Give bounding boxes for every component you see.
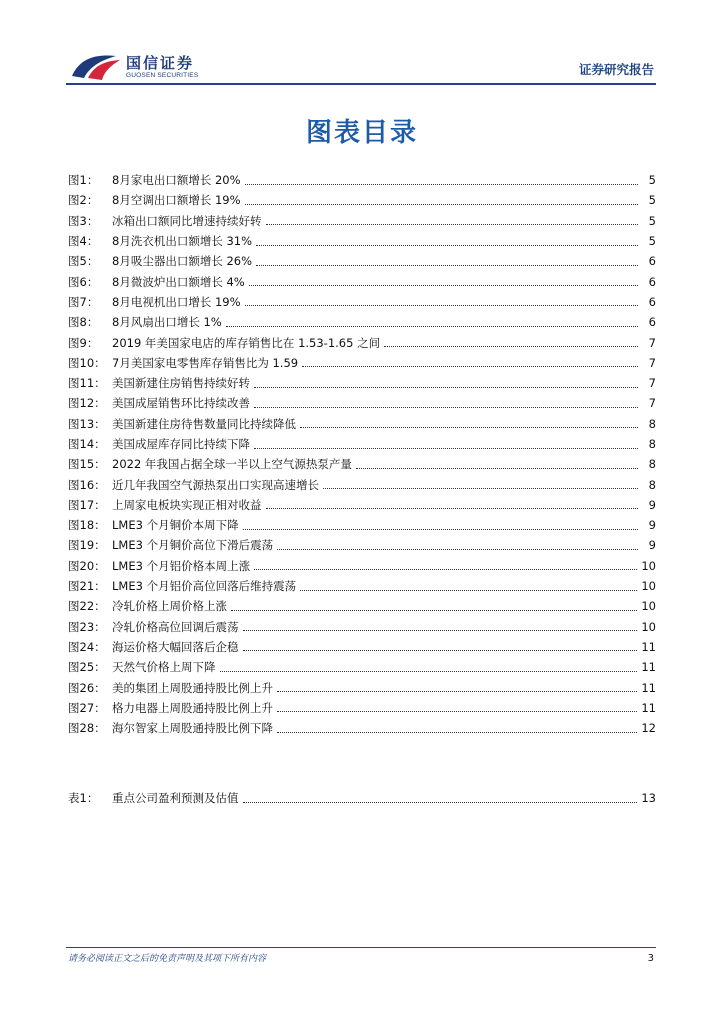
toc-entry-number: 图15： — [68, 457, 106, 472]
toc-entry-label — [68, 517, 239, 533]
toc-entry[interactable] — [68, 190, 656, 210]
toc-entry-text: LME3 个月铝价高位回落后维持震荡 — [112, 579, 297, 594]
toc-entry-page: 10 — [641, 599, 656, 614]
toc-entry-text: 美的集团上周股通持股比例上升 — [112, 680, 273, 695]
toc-leader-dots — [254, 387, 638, 388]
toc-entry-text: 美国新建住房销售持续好转 — [112, 376, 250, 391]
toc-entry-number: 图1： — [68, 173, 99, 188]
toc-entry-label — [68, 558, 250, 574]
toc-leader-dots — [249, 285, 638, 286]
toc-entry-label — [68, 213, 262, 229]
toc-leader-dots — [266, 224, 639, 225]
toc-entry-label — [68, 416, 296, 432]
toc-entry-page: 13 — [641, 791, 656, 806]
toc-entry-number: 图14： — [68, 437, 106, 451]
toc-entry-text: 2022 年我国占据全球一半以上空气源热泵产量 — [112, 457, 352, 472]
toc-entry-page: 9 — [648, 518, 656, 533]
toc-entry-page: 9 — [648, 538, 656, 553]
toc-entry-text: LME3 个月铜价高位下滑后震荡 — [112, 538, 274, 553]
toc-entry[interactable] — [68, 637, 656, 657]
toc-entry[interactable] — [68, 698, 656, 718]
toc-entry-number: 图6： — [68, 274, 99, 289]
toc-entry[interactable] — [68, 312, 656, 332]
toc-entry-label — [68, 720, 273, 736]
toc-entry-page: 5 — [648, 173, 656, 188]
logo-chinese-name: 国信证券 — [126, 54, 195, 72]
toc-leader-dots — [256, 245, 638, 246]
toc-entry[interactable] — [68, 231, 656, 251]
toc-entry-number: 图23： — [68, 619, 106, 634]
toc-entry-number: 图9： — [68, 335, 99, 350]
toc-leader-dots — [243, 802, 638, 803]
footer-disclaimer: 请务必阅读正文之后的免责声明及其项下所有内容 — [68, 954, 267, 964]
toc-entry-text: 美国新建住房待售数量同比持续降低 — [112, 416, 296, 431]
toc-entry-label — [68, 537, 273, 553]
toc-entry-label — [68, 790, 239, 806]
toc-entry[interactable] — [68, 788, 656, 808]
page-number: 3 — [647, 953, 654, 964]
toc-entry[interactable] — [68, 677, 656, 697]
toc-entry-number: 图21： — [68, 579, 106, 594]
toc-leader-dots — [245, 305, 638, 306]
toc-leader-dots — [256, 265, 638, 266]
toc-entry-label — [68, 659, 216, 675]
toc-entry-label — [68, 477, 319, 493]
toc-entry[interactable] — [68, 393, 656, 413]
toc-entry-label — [68, 497, 262, 513]
toc-entry-page: 5 — [648, 234, 656, 249]
toc-entry-text: 美国成屋库存同比持续下降 — [112, 437, 250, 451]
footer-divider — [66, 947, 656, 948]
toc-entry[interactable] — [68, 535, 656, 555]
toc-leader-dots — [243, 650, 638, 651]
toc-leader-dots — [302, 366, 638, 367]
guosen-logo-icon — [70, 52, 122, 82]
toc-entry-text: 8月微波炉出口额增长 4% — [112, 274, 245, 289]
toc-entry-number: 图19： — [68, 538, 106, 553]
toc-entry-text: 8月风扇出口增长 1% — [112, 315, 222, 330]
toc-entry-page: 5 — [648, 213, 656, 228]
toc-entry[interactable] — [68, 454, 656, 474]
toc-entry-page: 7 — [648, 355, 656, 370]
toc-entry[interactable] — [68, 332, 656, 352]
toc-entry[interactable] — [68, 474, 656, 494]
toc-title: 图表目录 — [305, 118, 418, 148]
logo-english-name: GUOSEN SECURITIES — [126, 72, 199, 79]
toc-leader-dots — [245, 204, 638, 205]
toc-entry-label — [68, 578, 296, 594]
toc-leader-dots — [384, 346, 638, 347]
toc-entry-page: 9 — [648, 497, 656, 512]
toc-entry-label — [68, 619, 239, 635]
toc-entry-page: 8 — [648, 457, 656, 472]
toc-leader-dots — [300, 590, 637, 591]
toc-entry-text: 冷轧价格上周价格上涨 — [112, 599, 227, 614]
toc-entry-number: 表1： — [68, 791, 99, 806]
toc-leader-dots — [356, 468, 638, 469]
toc-entry-page: 10 — [641, 579, 656, 594]
toc-leader-dots — [254, 569, 637, 570]
toc-entry-text: 格力电器上周股通持股比例上升 — [112, 700, 273, 715]
toc-entry[interactable] — [68, 576, 656, 596]
toc-entry-page: 11 — [641, 680, 656, 695]
toc-entry[interactable] — [68, 271, 656, 291]
toc-entry-number: 图27： — [68, 700, 106, 715]
toc-entry-number: 图17： — [68, 497, 106, 512]
toc-entry-page: 6 — [648, 254, 656, 269]
toc-leader-dots — [220, 671, 638, 672]
toc-leader-dots — [277, 691, 637, 692]
toc-entry-label — [68, 456, 352, 472]
toc-entry-text: 8月空调出口额增长 19% — [112, 193, 241, 208]
toc-entry-page: 8 — [648, 416, 656, 431]
toc-entry[interactable] — [68, 373, 656, 393]
toc-entry-page: 7 — [648, 376, 656, 391]
toc-entry-text: 近几年我国空气源热泵出口实现高速增长 — [112, 477, 319, 492]
toc-entry-number: 图8： — [68, 315, 99, 330]
toc-entry-page: 12 — [641, 721, 656, 736]
report-type-label: 证券研究报告 — [578, 62, 654, 77]
toc-entry-text: 海尔智家上周股通持股比例下降 — [112, 721, 273, 736]
toc-entry-text: 天然气价格上周下降 — [112, 660, 216, 675]
toc-entry-label — [68, 436, 250, 452]
toc-entry-page: 5 — [648, 193, 656, 208]
toc-entry-label — [68, 192, 241, 208]
toc-entry-number: 图26： — [68, 680, 106, 695]
toc-entry-page: 11 — [641, 660, 656, 675]
toc-entry-page: 10 — [641, 619, 656, 634]
toc-entry[interactable] — [68, 556, 656, 576]
toc-leader-dots — [243, 529, 638, 530]
toc-entry-number: 图18： — [68, 518, 106, 533]
toc-entry-text: 2019 年美国家电店的库存销售比在 1.53-1.65 之间 — [112, 335, 381, 350]
toc-entry-number: 图22： — [68, 599, 106, 614]
toc-entry-page: 6 — [648, 315, 656, 330]
toc-leader-dots — [277, 711, 637, 712]
toc-entry-number: 图3： — [68, 213, 99, 228]
toc-entry-number: 图16： — [68, 477, 106, 492]
toc-entry-text: 冷轧价格高位回调后震荡 — [112, 619, 239, 634]
toc-entry-text: LME3 个月铝价格本周上涨 — [112, 558, 251, 573]
toc-entry[interactable] — [68, 657, 656, 677]
toc-entry-text: 海运价格大幅回落后企稳 — [112, 639, 239, 654]
toc-entry-label — [68, 172, 241, 188]
toc-entry-text: LME3 个月铜价本周下降 — [112, 518, 239, 533]
toc-leader-dots — [323, 488, 638, 489]
toc-entry-page: 8 — [648, 477, 656, 492]
toc-leader-dots — [226, 326, 638, 327]
toc-entry[interactable] — [68, 515, 656, 535]
toc-entry-page: 10 — [641, 558, 656, 573]
toc-leader-dots — [277, 549, 638, 550]
toc-leader-dots — [231, 610, 637, 611]
toc-entry-number: 图11： — [68, 376, 106, 391]
toc-entry-text: 上周家电板块实现正相对收益 — [112, 497, 262, 512]
toc-entry-page: 11 — [641, 700, 656, 715]
page-header — [0, 0, 724, 90]
toc-entry-text: 8月家电出口额增长 20% — [112, 173, 241, 188]
toc-entry-text: 8月电视机出口增长 19% — [112, 294, 241, 309]
toc-entry-number: 图12： — [68, 396, 106, 411]
toc-entry[interactable] — [68, 617, 656, 637]
toc-entry-page: 6 — [648, 274, 656, 289]
toc-entry-page: 11 — [641, 639, 656, 654]
toc-entry-text: 重点公司盈利预测及估值 — [112, 791, 239, 806]
toc-entry-label — [68, 294, 241, 310]
toc-entry-text: 8月洗衣机出口额增长 31% — [112, 234, 253, 249]
toc-entry-label — [68, 253, 252, 269]
toc-entry-label — [68, 274, 245, 290]
toc-entry-number: 图4： — [68, 234, 99, 249]
table-list — [68, 788, 656, 808]
toc-leader-dots — [277, 732, 637, 733]
toc-leader-dots — [266, 508, 639, 509]
toc-entry-number: 图13： — [68, 416, 106, 431]
figure-list — [68, 170, 656, 738]
toc-entry-label — [68, 700, 273, 716]
toc-entry-page: 8 — [648, 437, 656, 451]
toc-entry-number: 图24： — [68, 639, 106, 654]
toc-leader-dots — [243, 630, 638, 631]
toc-leader-dots — [254, 407, 638, 408]
toc-entry[interactable] — [68, 170, 656, 190]
toc-entry-page: 6 — [648, 294, 656, 309]
toc-entry[interactable] — [68, 292, 656, 312]
toc-entry-label — [68, 335, 380, 351]
toc-entry-number: 图7： — [68, 294, 99, 309]
toc-entry-number: 图10： — [68, 355, 106, 370]
toc-entry-label — [68, 639, 239, 655]
toc-leader-dots — [245, 184, 638, 185]
toc-entry[interactable] — [68, 718, 656, 738]
toc-entry[interactable] — [68, 251, 656, 271]
header-divider — [66, 83, 656, 85]
toc-leader-dots — [254, 448, 638, 449]
toc-entry[interactable] — [68, 495, 656, 515]
toc-entry-page: 7 — [648, 335, 656, 350]
toc-leader-dots — [300, 427, 638, 428]
toc-entry-number: 图20： — [68, 558, 106, 573]
toc-entry-text: 冰箱出口额同比增速持续好转 — [112, 213, 262, 228]
toc-entry-label — [68, 375, 250, 391]
toc-entry-number: 图5： — [68, 254, 99, 269]
toc-entry-label — [68, 355, 298, 371]
toc-entry-text: 7月美国家电零售库存销售比为 1.59 — [112, 355, 299, 370]
toc-entry-label — [68, 680, 273, 696]
toc-entry-text: 美国成屋销售环比持续改善 — [112, 396, 250, 411]
toc-entry[interactable] — [68, 434, 656, 454]
toc-entry[interactable] — [68, 414, 656, 434]
toc-entry-number: 图28： — [68, 721, 106, 736]
toc-entry-number: 图25： — [68, 660, 106, 675]
toc-entry-label — [68, 598, 227, 614]
toc-entry[interactable] — [68, 596, 656, 616]
toc-entry-label — [68, 233, 252, 249]
toc-entry-page: 7 — [648, 396, 656, 411]
toc-entry-text: 8月吸尘器出口额增长 26% — [112, 254, 253, 269]
toc-entry[interactable] — [68, 211, 656, 231]
toc-entry[interactable] — [68, 353, 656, 373]
toc-entry-number: 图2： — [68, 193, 99, 208]
toc-entry-label — [68, 314, 222, 330]
toc-entry-label — [68, 395, 250, 411]
